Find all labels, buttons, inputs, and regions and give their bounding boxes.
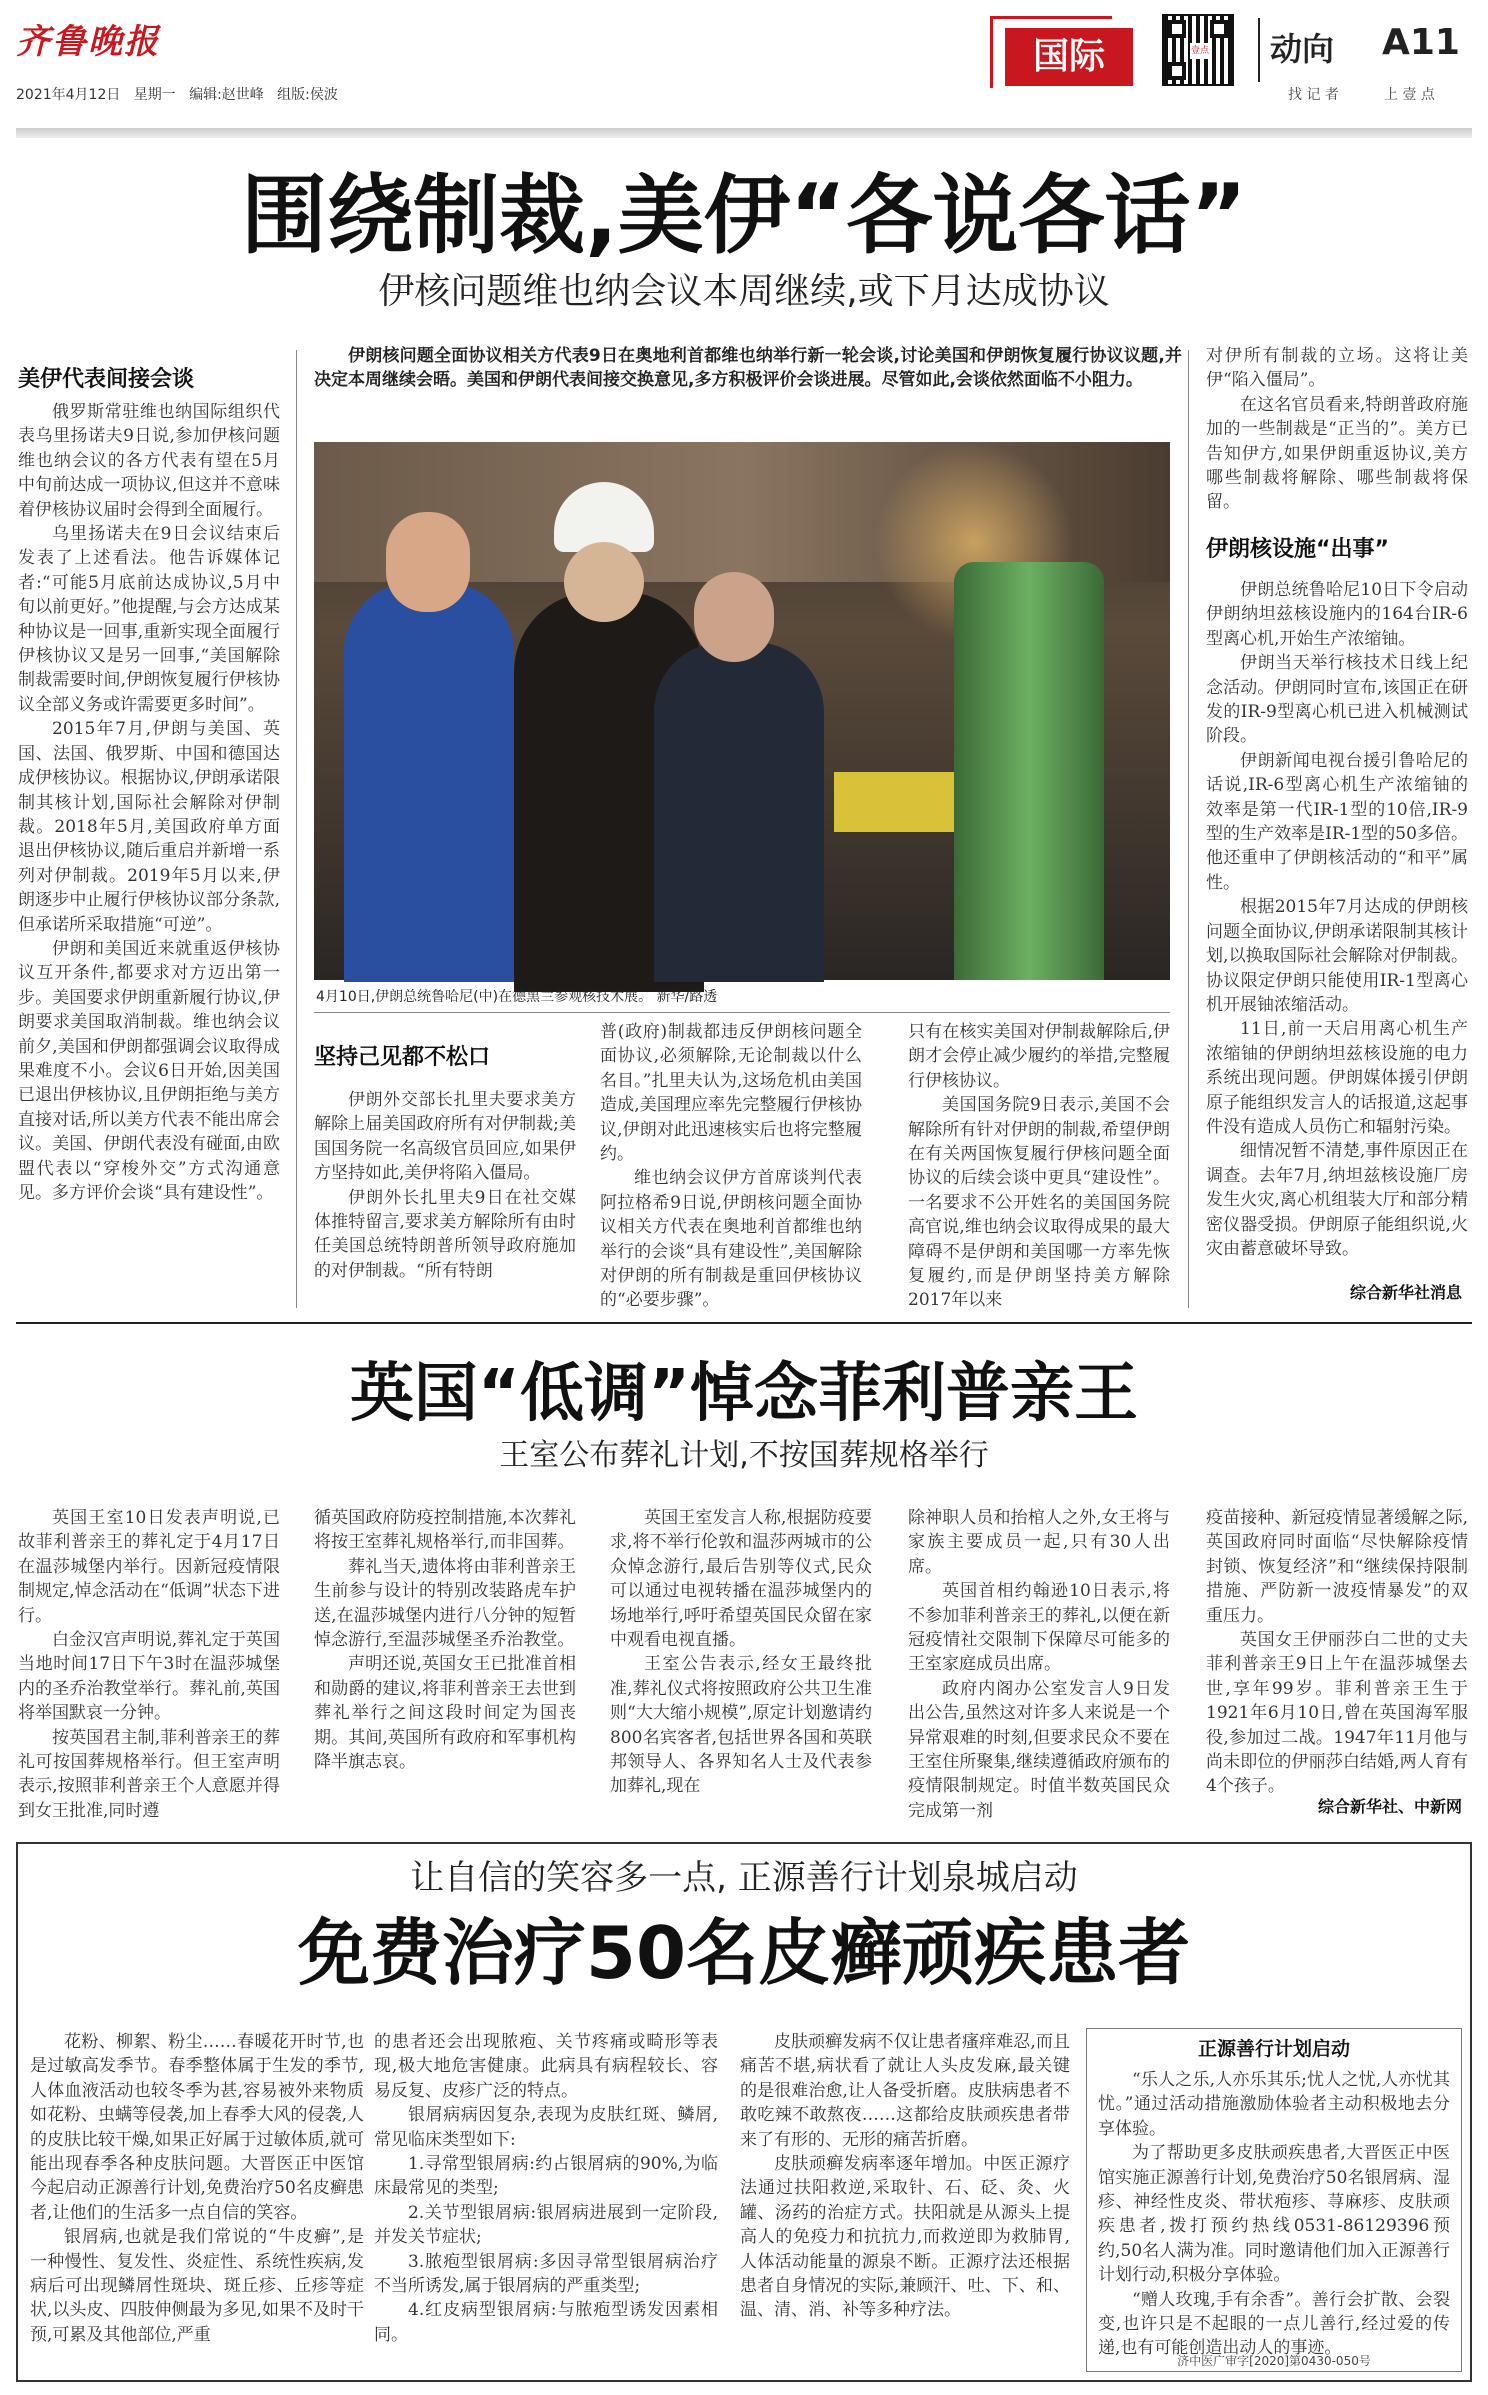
- article1-col1: [18, 400, 280, 1310]
- app-label: 上 壹 点: [1384, 87, 1435, 103]
- article2-col2: [314, 1506, 576, 1822]
- paragraph: 疫苗接种、新冠疫情显著缓解之际,英国政府同时面临“尽快解除疫情封锁、恢复经济”和“继续保持限制措施、严防新一波疫情暴发”的双重压力。: [1206, 1508, 1468, 1626]
- article1-subhead-2: 坚持己见都不松口: [314, 1045, 491, 1070]
- paragraph: 伊朗外交部长扎里夫要求美方解除上届美国政府所有对伊制裁;美国国务院一名高级官员回应,如果伊方坚持如此,美伊将陷入僵局。: [314, 1090, 576, 1184]
- article1-subhead-3: 伊朗核设施“出事”: [1206, 537, 1389, 562]
- section-tab: 国际: [1005, 28, 1133, 86]
- paragraph: 银屑病,也就是我们常说的“牛皮癣”,是一种慢性、复发性、炎症性、系统性疾病,发病后可出现鳞屑性斑块、斑丘疹、丘疹等症状,以头皮、四肢伸侧最为多见,如果不及时干预,可累及其他部位,严重: [30, 2227, 364, 2345]
- photo-caption: 4月10日,伊朗总统鲁哈尼(中)在德黑兰参观核技术展。 新华/路透: [316, 989, 718, 1005]
- paragraph: 美国国务院9日表示,美国不会解除所有针对伊朗的制裁,希望伊朗在有关两国恢复履行伊核问题全面协议的后续会谈中更具“建设性”。一名要求不公开姓名的美国国务院高官说,维也纳会议取得成果的最大障碍不是伊朗和美国哪一方率先恢复履约,而是伊朗坚持美方解除2017年以来: [908, 1095, 1170, 1311]
- paragraph: 循英国政府防疫控制措施,本次葬礼将按王室葬礼规格举行,而非国葬。: [314, 1508, 576, 1553]
- paragraph: “乐人之乐,人亦乐其乐;忧人之忧,人亦忧其忧。”通过活动措施激励体验者主动积极地去分享体验。: [1098, 2070, 1450, 2139]
- paragraph: 银屑病病因复杂,表现为皮肤红斑、鳞屑,常见临床类型如下:: [374, 2105, 718, 2150]
- paragraph: 英国首相约翰逊10日表示,将不参加菲利普亲王的葬礼,以便在新冠疫情社交限制下保障尽可能多的王室家庭成员出席。: [908, 1581, 1170, 1675]
- paragraph: 伊朗总统鲁哈尼10日下令启动伊朗纳坦兹核设施内的164台IR-6型离心机,开始生产浓缩铀。: [1206, 580, 1468, 649]
- paragraph: 英国王室发言人称,根据防疫要求,将不举行伦敦和温莎两城市的公众悼念游行,最后告别等仪式,民众可以通过电视转播在温莎城堡内的场地举行,呼吁希望英国民众留在家中观看电视直播。: [610, 1508, 872, 1651]
- paragraph: 对伊所有制裁的立场。这将让美伊“陷入僵局”。: [1206, 346, 1468, 391]
- column-divider: [1188, 350, 1189, 1308]
- article2-col5: [1206, 1506, 1468, 1797]
- promo-col3: [740, 2030, 1070, 2374]
- paragraph: 皮肤顽癣发病不仅让患者瘙痒难忍,而且痛苦不堪,病状看了就让人头皮发麻,最关键的是很难治愈,让人备受折磨。皮肤病患者不敢吃辣不敢熬夜……这都给皮肤顽疾患者带来了有形的、无形的痛苦折磨。: [740, 2032, 1070, 2150]
- issue-weekday: 星期一: [133, 87, 176, 103]
- paragraph: 白金汉宫声明说,葬礼定于英国当地时间17日下午3时在温莎城堡内的圣乔治教堂举行。葬礼前,英国将举国默哀一分钟。: [18, 1630, 280, 1724]
- paragraph: 皮肤顽癣发病率逐年增加。中医正源疗法通过扶阳救逆,采取针、石、砭、灸、火罐、汤药的治症方式。扶阳就是从源头上提高人的免疫力和抗抗力,而救逆即为救肺胃,人体活动能量的源泉不断。正源疗法还根据患者自身情况的实际,兼顾汗、吐、下、和、温、清、消、补等多种疗法。: [740, 2154, 1070, 2321]
- article1-col5a: [1206, 344, 1468, 520]
- news-photo: [314, 442, 1170, 980]
- article1-deck: 伊核问题维也纳会议本周继续,或下月达成协议: [378, 271, 1110, 312]
- ad-approval-note: 济中医广审字[2020]第0430-050号: [1177, 2354, 1371, 2368]
- article1-col4: [908, 1020, 1170, 1311]
- masthead-logo: 齐鲁晚报: [16, 22, 160, 62]
- paragraph: 声明还说,英国女王已批准首相和勋爵的建议,将菲利普亲王去世到葬礼举行之间这段时间定为国丧期。其间,英国所有政府和军事机构降半旗志哀。: [314, 1654, 576, 1773]
- article1-col3: [600, 1020, 862, 1311]
- paragraph: 王室公告表示,经女王最终批准,葬礼仪式将按照政府公共卫生准则“大大缩小规模”,原定计划邀请约800名宾客者,包括世界各国和英联邦领导人、各界知名人士及代表参加葬礼,现在: [610, 1654, 872, 1797]
- paragraph: 葬礼当天,遗体将由菲利普亲王生前参与设计的特别改装路虎车护送,在温莎城堡内进行八分钟的短暂悼念游行,至温莎城堡圣乔治教堂。: [314, 1556, 576, 1651]
- paragraph: 11日,前一天启用离心机生产浓缩铀的伊朗纳坦兹核设施的电力系统出现问题。伊朗媒体援引伊朗原子能组织发言人的话报道,这起事件没有造成人员伤亡和辐射污染。: [1206, 1019, 1468, 1137]
- promo-sidebar-body: [1098, 2068, 1450, 2359]
- lead-paragraph: 伊朗核问题全面协议相关方代表9日在奥地利首都维也纳举行新一轮会谈,讨论美国和伊朗恢复履行协议议题,并决定本周继续会晤。美国和伊朗代表间接交换意见,多方积极评价会谈进展。尽管如此,会谈依然面临不小阻力。: [314, 346, 1182, 391]
- qr-code-icon: [1162, 14, 1234, 86]
- promo-sidebar-title: 正源善行计划启动: [1197, 2038, 1350, 2060]
- photo-person-right: [654, 642, 824, 982]
- paragraph: 政府内阁办公室发言人9日发出公告,虽然这对许多人来说是一个异常艰难的时刻,但要求民众不要在王室住所聚集,继续遵循政府颁布的疫情限制规定。时值半数英国民众完成第一剂: [908, 1678, 1170, 1821]
- article2-credit: 综合新华社、中新网: [1317, 1797, 1462, 1816]
- promo-col1: [30, 2030, 364, 2374]
- qr-label: 壹点: [1190, 43, 1210, 59]
- photo-rule: [314, 1012, 1170, 1013]
- paragraph: 根据2015年7月达成的伊朗核问题全面协议,伊朗承诺限制其核计划,以换取国际社会解除对伊制裁。协议限定伊朗只能使用IR-1型离心机开展铀浓缩活动。: [1206, 897, 1468, 1015]
- photo-person-left: [344, 582, 514, 982]
- article2-deck: 王室公布葬礼计划,不按国葬规格举行: [499, 1438, 989, 1473]
- header-divider-vertical: [1258, 18, 1260, 82]
- paragraph: 3.脓疱型银屑病:多因寻常型银屑病治疗不当所诱发,属于银屑病的严重类型;: [374, 2251, 718, 2297]
- article2-col3: [610, 1506, 872, 1822]
- paragraph: 普(政府)制裁都违反伊朗核问题全面协议,必须解除,无论制裁以什么名目。”扎里夫认为,这场危机由美国造成,美国理应率先完整履行伊核协议,伊朗对此迅速核实后也将完整履约。: [600, 1022, 862, 1165]
- paragraph: 只有在核实美国对伊制裁解除后,伊朗才会停止减少履约的举措,完整履行伊核协议。: [908, 1022, 1170, 1091]
- paragraph: 伊朗当天举行核技术日线上纪念活动。伊朗同时宣布,该国正在研发的IR-9型离心机已进入机械测试阶段。: [1206, 653, 1468, 747]
- paragraph: 英国王室10日发表声明说,已故菲利普亲王的葬礼定于4月17日在温莎城堡内举行。因新冠疫情限制规定,悼念活动在“低调”状态下进行。: [18, 1508, 280, 1626]
- paragraph: “赠人玫瑰,手有余香”。善行会扩散、会裂变,也许只是不起眼的一点儿善行,经过爱的传递,也有可能创造出动人的事迹。: [1098, 2289, 1450, 2359]
- paragraph: 伊朗新闻电视台援引鲁哈尼的话说,IR-6型离心机生产浓缩铀的效率是第一代IR-1型的10倍,IR-9型的生产效率是IR-1型的50多倍。他还重申了伊朗核活动的“和平”属性。: [1206, 750, 1468, 893]
- paragraph: 乌里扬诺夫在9日会议结束后发表了上述看法。他告诉媒体记者:“可能5月底前达成协议,5月中旬以前更好。”他提醒,与会方达成某种协议是一回事,重新实现全面履行伊核协议又是另一回事,“美国解除制裁需要时间,伊朗恢复履行伊核协议全部义务或许需要更多时间”。: [18, 524, 280, 715]
- column-divider: [296, 350, 297, 1308]
- paragraph: 的患者还会出现脓疱、关节疼痛或畸形等表现,极大地危害健康。此病具有病程较长、容易反复、皮疹广泛的特点。: [374, 2032, 718, 2101]
- paragraph: 维也纳会议伊方首席谈判代表阿拉格希9日说,伊朗核问题全面协议相关方代表在奥地利首都维也纳举行的会谈“具有建设性”,美国解除对伊朗的所有制裁是重回伊核协议的“必要步骤”。: [600, 1168, 862, 1311]
- paragraph: 按英国君主制,菲利普亲王的葬礼可按国葬规格举行。但王室声明表示,按照菲利普亲王个人意愿并得到女王批准,同时遵: [18, 1727, 280, 1821]
- article2-col1: [18, 1506, 280, 1822]
- promo-kicker: 让自信的笑容多一点, 正源善行计划泉城启动: [410, 1858, 1078, 1898]
- paragraph: 俄罗斯常驻维也纳国际组织代表乌里扬诺夫9日说,参加伊核问题维也纳会议的各方代表有望在5月中旬前达成一项协议,但这并不意味着伊核协议届时会得到全面履行。: [18, 402, 280, 520]
- paragraph: 英国女王伊丽莎白二世的丈夫菲利普亲王9日上午在温莎城堡去世,享年99岁。菲利普亲王生于1921年6月10日,曾在英国海军服役,参加过二战。1947年11月他与尚未即位的伊丽莎白结婚,两人育有4个孩子。: [1206, 1630, 1468, 1797]
- article1-lead: [314, 344, 1182, 444]
- issue-date: 2021年4月12日: [16, 87, 121, 103]
- paragraph: 伊朗和美国近来就重返伊核协议互开条件,都要求对方迈出第一步。美国要求伊朗重新履行协议,伊朗要求美国取消制裁。维也纳会议前夕,美国和伊朗都强调会议取得成果难度不小。会议6日开始,因美国已退出伊核协议,且伊朗拒绝与美方直接对话,所以美方代表不能出席会议。美国、伊朗代表没有碰面,由欧盟代表以“穿梭外交”方式沟通意见。多方评价会谈“具有建设性”。: [18, 938, 280, 1203]
- issue-designer: 组版:侯波: [277, 87, 338, 103]
- paragraph: 除神职人员和抬棺人之外,女王将与家族主要成员一起,只有30人出席。: [908, 1508, 1170, 1577]
- article1-col2: [314, 1088, 576, 1308]
- article-separator: [16, 1322, 1472, 1324]
- paragraph: 2015年7月,伊朗与美国、英国、法国、俄罗斯、中国和德国达成伊核协议。根据协议,伊朗承诺限制其核计划,国际社会解除对伊制裁。2018年5月,美国政府单方面退出伊核协议,随后重启并新增一系列对伊制裁。2019年5月以来,伊朗逐步中止履行伊核协议部分条款,但承诺所采取措施“可逆”。: [18, 719, 280, 935]
- issue-editor: 编辑:赵世峰: [189, 87, 264, 103]
- paragraph: 为了帮助更多皮肤顽疾患者,大晋医正中医馆实施正源善行计划,免费治疗50名银屑病、湿疹、神经性皮炎、带状疱疹、荨麻疹、皮肤顽疾患者,拨打预约热线0531-86129396预约,50名人满为准。同时邀请他们加入正源善行计划行动,积极分享体验。: [1098, 2143, 1450, 2286]
- article2-col4: [908, 1506, 1170, 1822]
- page-number: A11: [1382, 22, 1460, 63]
- promo-headline: 免费治疗50名皮癣顽疾患者: [297, 1911, 1191, 1995]
- promo-col2: [374, 2030, 718, 2374]
- paragraph: 花粉、柳絮、粉尘……春暖花开时节,也是过敏高发季节。春季整体属于生发的季节,人体血液活动也较冬季为甚,容易被外来物质如花粉、虫螨等侵袭,加上春季大风的侵袭,人的皮肤比较干燥,如果正好属于过敏体质,就可能出现春季各种皮肤问题。大晋医正中医馆今起启动正源善行计划,免费治疗50名皮癣患者,让他们的生活多一点自信的笑容。: [30, 2032, 364, 2223]
- article1-headline: 围绕制裁,美伊“各说各话”: [241, 166, 1247, 266]
- article1-credit: 综合新华社消息: [1206, 1280, 1462, 1303]
- photo-centrifuge: [954, 562, 1104, 980]
- reporter-label: 找 记 者: [1288, 87, 1339, 103]
- paragraph: 2.关节型银屑病:银屑病进展到一定阶段,并发关节症状;: [374, 2202, 718, 2248]
- subsection-label: 动向: [1270, 30, 1335, 68]
- paragraph: 在这名官员看来,特朗普政府施加的一些制裁是“正当的”。美方已告知伊方,如果伊朗重返协议,美方哪些制裁将解除、哪些制裁将保留。: [1206, 394, 1468, 513]
- header-band: [16, 128, 1472, 138]
- issue-info: [16, 84, 338, 104]
- paragraph: 细情况暂不清楚,事件原因正在调查。去年7月,纳坦兹核设施厂房发生火灾,离心机组装大厅和部分精密仪器受损。伊朗原子能组织说,火灾由蓄意破坏导致。: [1206, 1141, 1468, 1259]
- article2-headline: 英国“低调”悼念菲利普亲王: [349, 1357, 1139, 1431]
- paragraph: 1.寻常型银屑病:约占银屑病的90%,为临床最常见的类型;: [374, 2154, 718, 2199]
- article1-col5b: [1206, 578, 1468, 1308]
- paragraph: 伊朗外长扎里夫9日在社交媒体推特留言,要求美方解除所有由时任美国总统特朗普所领导政府施加的对伊制裁。“所有特朗: [314, 1187, 576, 1281]
- article1-subhead-1: 美伊代表间接会谈: [18, 367, 195, 392]
- paragraph: 4.红皮病型银屑病:与脓疱型诱发因素相同。: [374, 2300, 718, 2345]
